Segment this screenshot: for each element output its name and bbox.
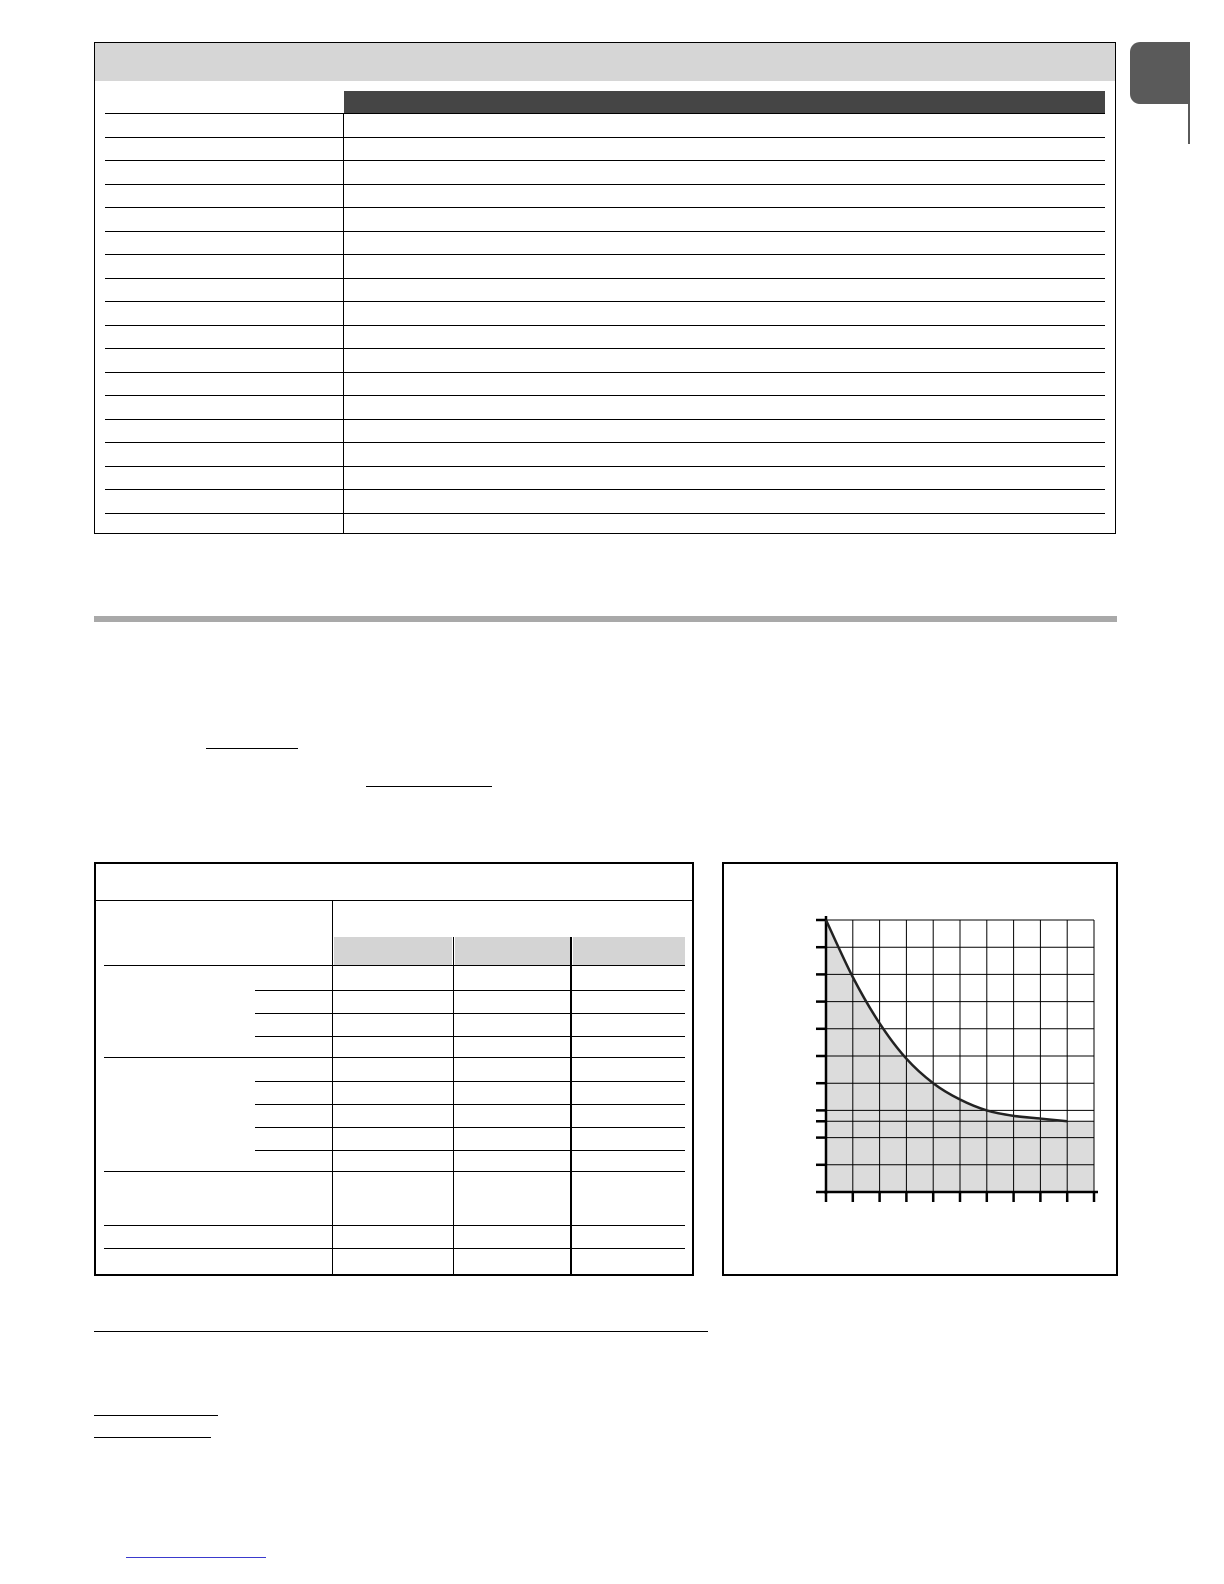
- table-row-rule: [104, 1171, 685, 1172]
- link-underline[interactable]: [126, 1557, 266, 1558]
- table-row-rule: [105, 113, 1105, 114]
- table-row-rule: [104, 1248, 685, 1249]
- table-row-rule: [105, 442, 1105, 443]
- table-row-rule: [255, 1150, 685, 1151]
- table-row-rule: [105, 207, 1105, 208]
- table-row-rule: [104, 965, 685, 966]
- column-header-cell: [455, 937, 570, 965]
- text-underline: [206, 748, 298, 749]
- technical-specifications-table: [94, 42, 1116, 534]
- table-row-rule: [105, 513, 1105, 514]
- table-row-rule: [105, 419, 1105, 420]
- column-header-cell: [573, 937, 685, 965]
- table-row-rule: [105, 325, 1105, 326]
- table-row-rule: [105, 278, 1105, 279]
- table-row-rule: [105, 160, 1105, 161]
- text-underline: [94, 1415, 218, 1416]
- table-row-rule: [105, 372, 1105, 373]
- table-title-rule: [96, 900, 692, 901]
- table-row-rule: [105, 466, 1105, 467]
- notes-divider: [94, 1331, 708, 1332]
- table-row-rule: [105, 348, 1105, 349]
- table-row-rule: [255, 1127, 685, 1128]
- column-header-cell: [334, 937, 452, 965]
- language-tab-line: [1188, 104, 1190, 144]
- durability-table: [94, 862, 694, 1276]
- table-column-header-bar: [344, 91, 1105, 113]
- table-row-rule: [104, 1057, 685, 1058]
- table-row-rule: [105, 184, 1105, 185]
- table-row-rule: [105, 231, 1105, 232]
- table-row-rule: [255, 1013, 685, 1014]
- table-column-divider: [332, 900, 333, 1276]
- table-row-rule: [104, 1225, 685, 1226]
- table-row-rule: [105, 254, 1105, 255]
- durability-chart-svg: [724, 864, 1116, 1274]
- table-column-divider: [343, 113, 344, 534]
- table-row-rule: [255, 1081, 685, 1082]
- table-row-rule: [105, 489, 1105, 490]
- table-row-rule: [105, 301, 1105, 302]
- table-row-rule: [105, 395, 1105, 396]
- text-underline: [366, 786, 492, 787]
- section-divider: [94, 616, 1117, 622]
- table-row-rule: [105, 137, 1105, 138]
- table-row-rule: [255, 990, 685, 991]
- table-row-rule: [255, 1104, 685, 1105]
- table-header-bar: [95, 43, 1115, 81]
- text-underline: [94, 1437, 211, 1438]
- table-row-rule: [255, 1036, 685, 1037]
- language-tab: [1130, 42, 1190, 104]
- durability-graph: [722, 862, 1118, 1276]
